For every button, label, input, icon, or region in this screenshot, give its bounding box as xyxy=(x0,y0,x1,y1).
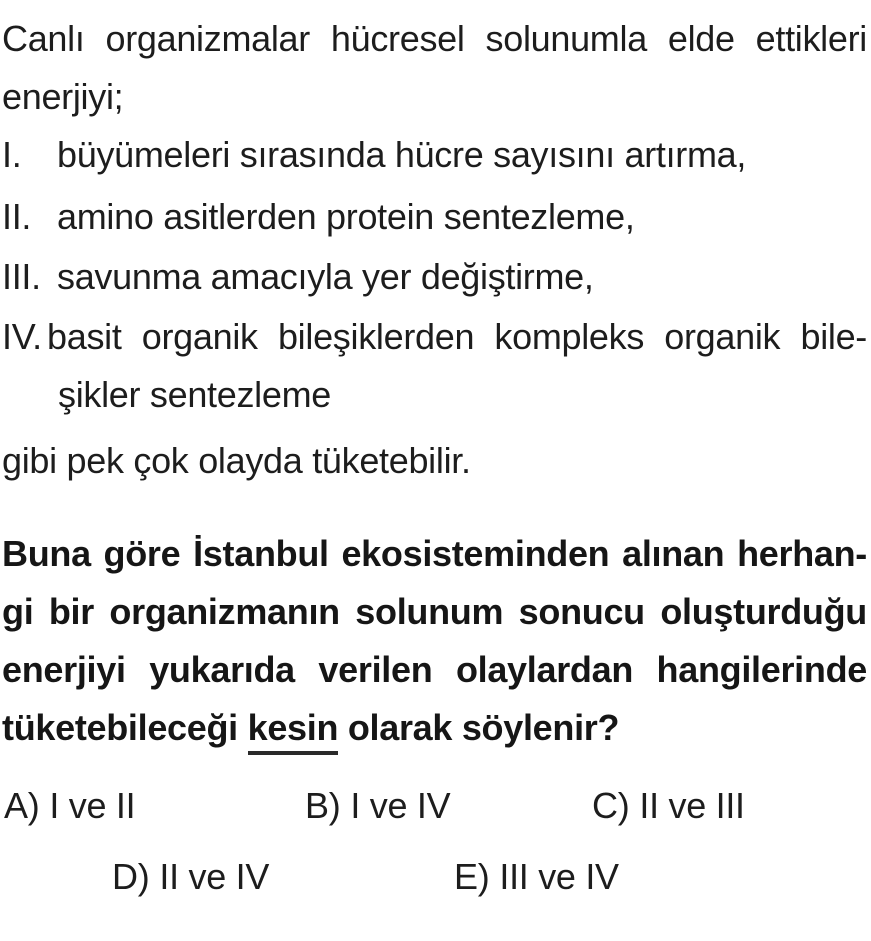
intro-line-2: enerjiyi; xyxy=(2,76,124,117)
stem-line-4-suffix: olarak söylenir? xyxy=(338,707,620,748)
option-e-label: E) xyxy=(454,856,490,897)
option-d[interactable] xyxy=(112,848,269,906)
list-item-1-numeral: I. xyxy=(2,134,22,175)
option-c-text: II ve III xyxy=(639,785,745,826)
option-e-text: III ve IV xyxy=(499,856,619,897)
option-b-text: I ve IV xyxy=(350,785,451,826)
question-page xyxy=(0,10,871,941)
options-row-1 xyxy=(2,777,867,835)
list-item-2 xyxy=(2,188,867,246)
option-d-text: II ve IV xyxy=(159,856,270,897)
list-item-1 xyxy=(2,126,867,184)
stem-line-1: Buna göre İstanbul ekosisteminden alınan herhan- xyxy=(2,533,867,574)
stem-line-4 xyxy=(2,699,867,757)
intro-line-1: Canlı organizmalar hücresel solunumla elde ettikleri xyxy=(2,18,867,59)
option-c-label: C) xyxy=(592,785,630,826)
stem-line-2: gi bir organizmanın solunum sonucu oluşturduğu xyxy=(2,591,867,632)
outro-line: gibi pek çok olayda tüketebilir. xyxy=(2,440,471,481)
stem-line-3: enerjiyi yukarıda verilen olaylardan hangilerinde xyxy=(2,649,867,690)
option-b[interactable] xyxy=(305,777,450,835)
options-row-2 xyxy=(2,848,867,906)
list-item-4-numeral: IV. xyxy=(2,316,42,357)
list-item-4-text: basit organik bileşiklerden kompleks organik bile- xyxy=(47,316,867,357)
list-item-3 xyxy=(2,248,867,306)
stem-line-4-prefix: tüketebileceği xyxy=(2,707,248,748)
option-a-text: I ve II xyxy=(49,785,136,826)
intro-paragraph xyxy=(2,10,867,126)
list-item-4 xyxy=(2,308,867,366)
list-item-3-numeral: III. xyxy=(2,256,41,297)
option-e[interactable] xyxy=(454,848,619,906)
question-stem xyxy=(2,525,867,757)
list-item-4-continuation: şikler sentezleme xyxy=(58,374,332,415)
stem-underlined-word: kesin xyxy=(248,707,339,755)
option-c[interactable] xyxy=(592,777,745,835)
list-item-2-numeral: II. xyxy=(2,196,32,237)
list-item-2-text: amino asitlerden protein sentezleme, xyxy=(57,196,635,237)
list-item-3-text: savunma amacıyla yer değiştirme, xyxy=(57,256,594,297)
option-d-label: D) xyxy=(112,856,150,897)
option-a-label: A) xyxy=(4,785,40,826)
option-b-label: B) xyxy=(305,785,341,826)
list-item-1-text: büyümeleri sırasında hücre sayısını artırma, xyxy=(57,134,747,175)
option-a[interactable] xyxy=(4,777,135,835)
